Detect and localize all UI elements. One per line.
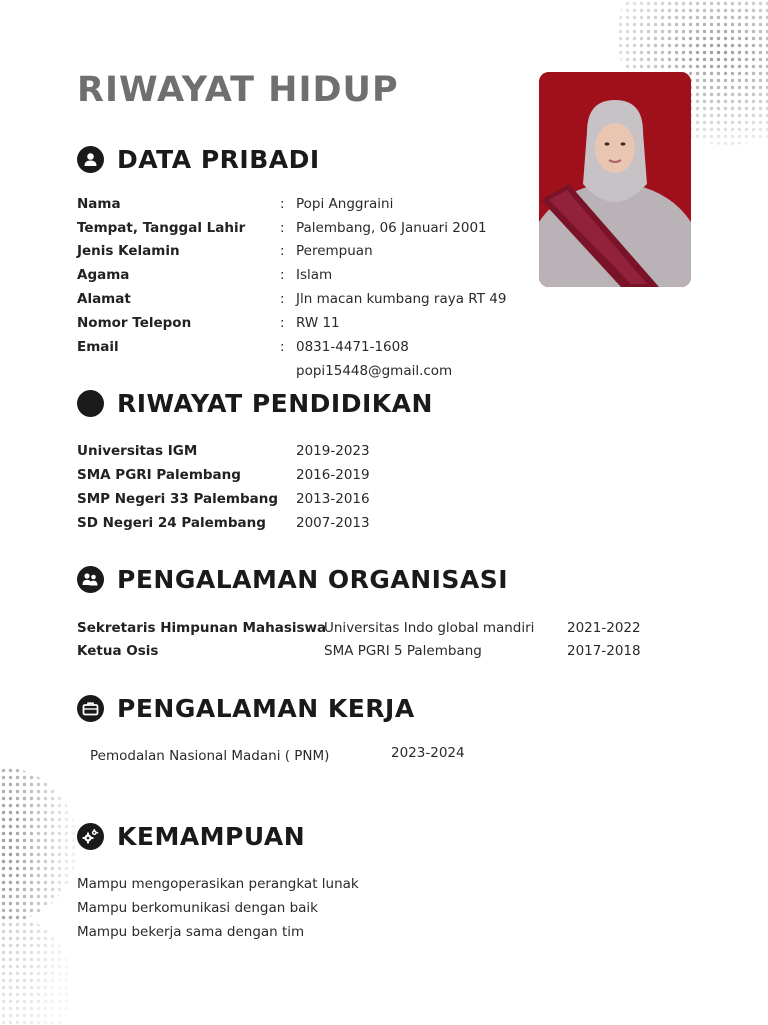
work-company: Pemodalan Nasional Madani ( PNM) [90,748,330,764]
field-value-gender: Perempuan [296,243,373,259]
field-separator: : [280,315,285,331]
gears-icon [77,823,104,850]
field-separator: : [280,220,285,236]
field-label: Agama [77,267,130,283]
education-years: 2016-2019 [296,467,370,483]
education-years: 2019-2023 [296,443,370,459]
organization-years: 2017-2018 [567,643,641,659]
section-heading: PENGALAMAN KERJA [117,694,415,723]
section-heading: KEMAMPUAN [117,822,306,851]
field-label: Tempat, Tanggal Lahir [77,220,246,236]
briefcase-icon [77,695,104,722]
graduation-icon [77,390,104,417]
field-value-birth: Palembang, 06 Januari 2001 [296,220,487,236]
organization-role: Ketua Osis [77,643,159,659]
organization-name: SMA PGRI 5 Palembang [324,643,482,659]
organization-years: 2021-2022 [567,620,641,636]
field-value-name: Popi Anggraini [296,196,394,212]
user-icon [77,146,104,173]
education-years: 2013-2016 [296,491,370,507]
field-separator: : [280,196,285,212]
organization-role: Sekretaris Himpunan Mahasiswa [77,620,327,636]
section-heading: DATA PRIBADI [117,145,320,174]
skill-item: Mampu berkomunikasi dengan baik [77,900,318,916]
field-separator: : [280,267,285,283]
section-kemampuan [77,822,305,851]
skill-item: Mampu mengoperasikan perangkat lunak [77,876,359,892]
profile-photo [539,72,691,287]
work-years: 2023-2024 [391,745,465,761]
field-label: Alamat [77,291,131,307]
education-school: SMA PGRI Palembang [77,467,241,483]
field-value-phone: RW 11 [296,315,340,331]
section-data-pribadi [77,145,320,174]
field-label: Email [77,339,119,355]
page-title: RIWAYAT HIDUP [77,70,399,110]
education-school: Universitas IGM [77,443,198,459]
field-separator: : [280,339,285,355]
field-label: Jenis Kelamin [77,243,180,259]
field-separator: : [280,243,285,259]
section-heading: PENGALAMAN ORGANISASI [117,565,509,594]
section-riwayat-pendidikan [77,389,433,418]
group-icon [77,566,104,593]
section-pengalaman-kerja [77,694,415,723]
section-heading: RIWAYAT PENDIDIKAN [117,389,433,418]
field-value-address: Jln macan kumbang raya RT 49 [296,291,507,307]
education-school: SD Negeri 24 Palembang [77,515,266,531]
field-label: Nama [77,196,121,212]
field-value-email-address: popi15448@gmail.com [296,363,453,379]
education-years: 2007-2013 [296,515,370,531]
field-value-email: 0831-4471-1608 [296,339,409,355]
skill-item: Mampu bekerja sama dengan tim [77,924,305,940]
field-separator: : [280,291,285,307]
section-pengalaman-organisasi [77,565,508,594]
dot-pattern-decoration-left [0,725,80,1025]
education-school: SMP Negeri 33 Palembang [77,491,279,507]
field-label: Nomor Telepon [77,315,192,331]
organization-name: Universitas Indo global mandiri [324,620,535,636]
field-value-religion: Islam [296,267,333,283]
